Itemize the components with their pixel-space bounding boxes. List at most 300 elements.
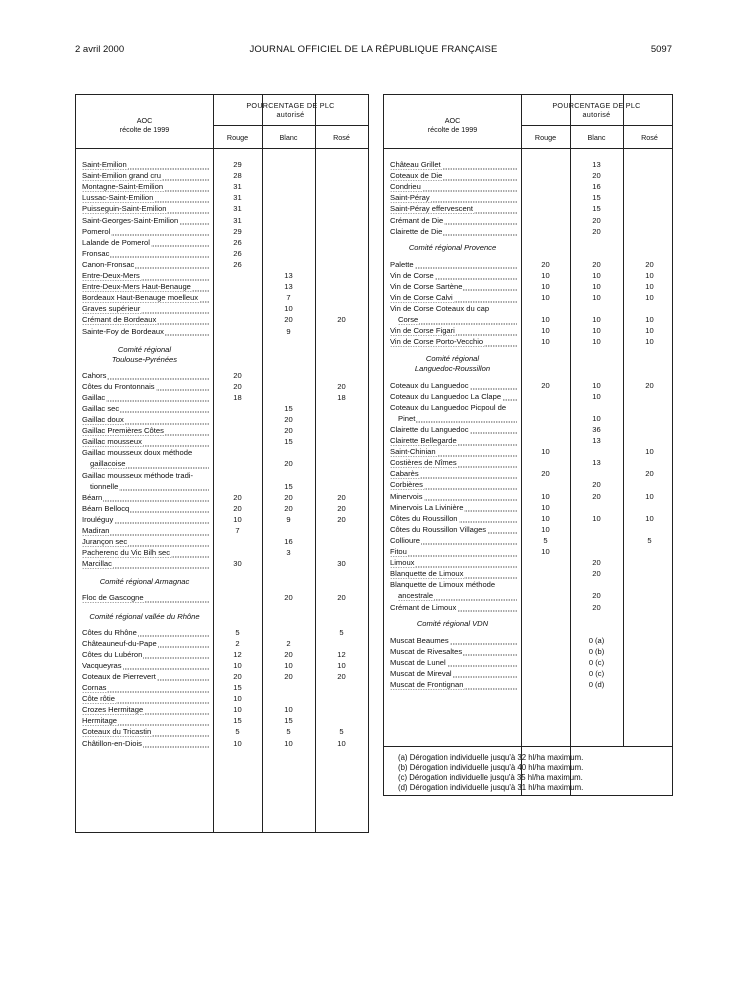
appellation-name: Puisseguin-Saint-Emilion [82, 203, 209, 214]
value-rouge: 10 [541, 293, 550, 302]
value-blanc: 10 [592, 281, 601, 291]
appellation-name: Blanquette de Limoux méthode [390, 580, 496, 590]
value-blanc: 20 [592, 259, 601, 269]
value-rose: 5 [647, 535, 652, 545]
table-row [76, 248, 368, 259]
value-rose: 10 [337, 738, 346, 748]
appellation-name: Châtillon-en-Diois [82, 738, 209, 749]
value-rouge: 10 [541, 315, 550, 325]
value-blanc: 13 [592, 436, 601, 445]
table-row [384, 491, 672, 502]
value-rose: 5 [339, 727, 344, 737]
appellation-name: Cahors [82, 370, 209, 381]
value-blanc: 13 [284, 271, 293, 280]
appellation-name: Saint-Emilion grand cru [82, 170, 209, 181]
table-row [76, 381, 368, 392]
header-pct [521, 101, 672, 119]
value-blanc: 9 [286, 514, 291, 524]
appellation-name: Saint-Georges-Saint-Emilion [82, 215, 209, 226]
appellation-name: Limoux [390, 557, 517, 568]
section-heading-line: Comité régional VDN [416, 618, 489, 628]
header-recolte-label: récolte de 1999 [119, 125, 170, 134]
value-rose: 5 [339, 627, 344, 637]
appellation-name: Clairette Bellegarde [390, 435, 517, 446]
appellation-name: Crémant de Die [390, 215, 517, 226]
appellation-name: Gaillac mousseux doux méthode [82, 448, 193, 458]
value-rouge: 30 [233, 559, 242, 569]
value-rouge: 20 [541, 469, 550, 479]
value-rose: 10 [645, 315, 654, 325]
value-rouge: 10 [541, 326, 550, 336]
value-rose: 20 [337, 492, 346, 502]
appellation-name: Cornas [82, 682, 209, 693]
footnote: (c) Dérogation individuelle jusqu'à 35 hl/ha maximum. [398, 773, 583, 782]
value-rose: 12 [337, 649, 346, 659]
value-blanc: 20 [284, 503, 293, 513]
table-row [384, 215, 672, 226]
value-rose: 30 [337, 559, 346, 569]
appellation-name: Pomerol [82, 226, 209, 237]
table-row [76, 281, 368, 292]
table-row [384, 502, 672, 513]
appellation-name: Fitou [390, 546, 517, 557]
appellation-name: Vin de Corse Sartène [390, 281, 517, 292]
table-row [76, 547, 368, 558]
appellation-name: Saint-Chinian [390, 446, 517, 457]
appellation-name: Montagne-Saint-Emilion [82, 181, 209, 192]
table-row [76, 237, 368, 248]
appellation-name: Saint-Péray effervescent [390, 203, 517, 214]
value-rose: 20 [337, 514, 346, 524]
value-rouge: 20 [233, 381, 242, 391]
appellation-name: Coteaux de Pierrevert [82, 671, 209, 682]
appellation-name: Clairette de Die [390, 226, 517, 237]
header-pct-line1: POURCENTAGE DE PLC [552, 101, 641, 110]
appellation-name: Crémant de Limoux [390, 602, 517, 613]
value-rouge: 31 [233, 204, 242, 214]
appellation-name: Muscat de Lunel [390, 657, 517, 668]
appellation-name: Pacherenc du Vic Bilh sec [82, 547, 209, 558]
appellation-name: Entre-Deux-Mers [82, 270, 209, 281]
table-row [384, 325, 672, 336]
table-row [384, 192, 672, 203]
value-blanc: 10 [284, 304, 293, 314]
appellation-name: Béarn [82, 492, 209, 503]
value-rose: 20 [645, 259, 654, 269]
value-blanc: 20 [284, 459, 293, 469]
appellation-name: Muscat de Mireval [390, 668, 517, 679]
header-aoc [76, 116, 213, 134]
value-blanc: 10 [592, 270, 601, 280]
value-rose: 10 [645, 337, 654, 347]
value-rose: 20 [337, 593, 346, 603]
appellation-name: Corbières [390, 479, 517, 490]
section-heading-line: Comité régional [425, 353, 480, 363]
table-row [384, 579, 672, 601]
table-row [76, 181, 368, 192]
table-row [384, 468, 672, 479]
appellation-name: Minervois [390, 491, 517, 502]
value-rose: 10 [645, 491, 654, 501]
appellation-name: Hermitage [82, 715, 209, 726]
value-rouge: 2 [235, 638, 240, 648]
table-row [384, 380, 672, 391]
value-blanc: 3 [286, 548, 291, 558]
appellation-name: Gaillac mousseux méthode tradi- [82, 470, 194, 480]
table-row [76, 592, 368, 603]
header-rouge: Rouge [226, 133, 249, 142]
value-rouge: 15 [233, 683, 242, 692]
table-row [76, 671, 368, 682]
table-row [76, 326, 368, 337]
appellation-name: Gaillac mousseux [82, 436, 209, 447]
value-blanc: 20 [284, 649, 293, 659]
value-blanc: 20 [284, 315, 293, 325]
value-rose: 10 [645, 513, 654, 523]
appellation-name: tionnelle [90, 481, 209, 492]
table-row [76, 649, 368, 660]
value-blanc: 20 [592, 480, 601, 490]
value-blanc: 15 [284, 716, 293, 726]
table-row [76, 259, 368, 270]
table-row [76, 715, 368, 726]
value-rouge: 10 [541, 447, 550, 457]
table-row [384, 203, 672, 214]
value-blanc: 13 [592, 458, 601, 468]
value-rouge: 31 [233, 182, 242, 192]
appellation-name: Clairette du Languedoc [390, 424, 517, 435]
header-rose: Rosé [333, 133, 350, 142]
value-rouge: 10 [541, 502, 550, 512]
value-rouge: 10 [541, 337, 550, 347]
value-blanc: 20 [284, 671, 293, 681]
value-blanc: 10 [592, 315, 601, 325]
table-row [76, 403, 368, 414]
table-row [384, 568, 672, 579]
value-rouge: 10 [233, 705, 242, 715]
appellation-name: Château Grillet [390, 159, 517, 170]
appellation-name: Blanquette de Limoux [390, 568, 517, 579]
appellation-name: Côtes du Lubéron [82, 649, 209, 660]
section-heading-line: Comité régional Provence [408, 242, 497, 252]
value-blanc: 0 (a) [588, 635, 605, 645]
table-row [384, 270, 672, 281]
value-blanc: 15 [592, 204, 601, 214]
table-row [76, 682, 368, 693]
table-row [384, 557, 672, 568]
table-row [76, 414, 368, 425]
table-row [384, 170, 672, 181]
table-row [384, 259, 672, 270]
value-rouge: 5 [543, 535, 548, 545]
value-blanc: 20 [592, 591, 601, 601]
value-rose: 18 [337, 392, 346, 402]
value-rouge: 5 [235, 727, 240, 737]
table-row [384, 281, 672, 292]
table-row [76, 436, 368, 447]
value-rouge: 29 [233, 160, 242, 169]
section-heading-line: Comité régional Armagnac [99, 577, 190, 587]
value-blanc: 10 [592, 413, 601, 423]
table-row [76, 192, 368, 203]
header-pct-line2: autorisé [582, 110, 611, 119]
header-rose: Rosé [641, 133, 658, 142]
table-row [76, 159, 368, 170]
appellation-name: Coteaux du Tricastin [82, 726, 209, 737]
table-row [76, 660, 368, 671]
value-blanc: 16 [592, 182, 601, 192]
appellation-name: Gaillac sec [82, 403, 209, 414]
appellation-name: Crozes Hermitage [82, 704, 209, 715]
table-row [384, 424, 672, 435]
header-rouge: Rouge [534, 133, 557, 142]
table-row [76, 470, 368, 492]
section-heading-line: Languedoc-Roussillon [414, 363, 491, 373]
section-heading-line: Comité régional [117, 344, 172, 354]
appellation-name: Vin de Corse Porto-Vecchio [390, 336, 517, 347]
table-row [384, 546, 672, 557]
table-row [384, 668, 672, 679]
value-rouge: 5 [235, 627, 240, 637]
appellation-name: Sainte-Foy de Bordeaux [82, 326, 209, 337]
value-rouge: 10 [233, 660, 242, 670]
table-row [76, 447, 368, 469]
table-row [76, 203, 368, 214]
table-row [76, 693, 368, 704]
value-rouge: 18 [233, 392, 242, 402]
plc-table-right [383, 94, 673, 796]
value-blanc: 13 [592, 160, 601, 169]
plc-table-left [75, 94, 369, 833]
appellation-name: Saint-Emilion [82, 159, 209, 170]
value-blanc: 20 [284, 593, 293, 603]
section-heading [384, 243, 521, 253]
table-row [76, 314, 368, 325]
appellation-name: Bordeaux Haut-Benauge moelleux [82, 292, 209, 303]
appellation-name: Entre-Deux-Mers Haut-Benauge [82, 281, 209, 292]
value-rouge: 10 [233, 514, 242, 524]
value-rouge: 20 [541, 259, 550, 269]
header-aoc-label: AOC [444, 116, 461, 125]
value-rose: 20 [337, 671, 346, 681]
appellation-name: Collioure [390, 535, 517, 546]
appellation-name: Gaillac doux [82, 414, 209, 425]
value-rose: 10 [645, 270, 654, 280]
value-blanc: 20 [592, 215, 601, 225]
value-rouge: 10 [541, 513, 550, 523]
appellation-name: Coteaux du Languedoc La Clape [390, 391, 517, 402]
header-pct [213, 101, 368, 119]
appellation-name: Coteaux du Languedoc [390, 380, 517, 391]
value-rose: 10 [645, 326, 654, 336]
appellation-name: Canon-Fronsac [82, 259, 209, 270]
table-row [76, 638, 368, 649]
value-blanc: 7 [286, 293, 291, 303]
value-blanc: 20 [592, 602, 601, 612]
value-rouge: 28 [233, 171, 242, 181]
appellation-name: Pinet [398, 413, 517, 424]
appellation-name: Coteaux du Languedoc Picpoul de [390, 402, 507, 412]
value-rose: 10 [337, 660, 346, 670]
value-rouge: 10 [233, 738, 242, 748]
value-blanc: 20 [592, 569, 601, 579]
value-rouge: 15 [233, 716, 242, 726]
appellation-name: Costières de Nîmes [390, 457, 517, 468]
table-row [76, 303, 368, 314]
appellation-name: Vin de Corse Coteaux du cap [390, 304, 490, 314]
value-blanc: 10 [592, 326, 601, 336]
value-rouge: 31 [233, 193, 242, 203]
appellation-name: Muscat Beaumes [390, 635, 517, 646]
table-row [76, 292, 368, 303]
value-rose: 10 [645, 281, 654, 291]
appellation-name: Muscat de Frontignan [390, 679, 517, 690]
table-row [76, 425, 368, 436]
table-row [384, 513, 672, 524]
appellation-name: Fronsac [82, 248, 209, 259]
footnote: (a) Dérogation individuelle jusqu'à 32 hl/ha maximum. [398, 753, 584, 762]
appellation-name: Jurançon sec [82, 536, 209, 547]
table-row [76, 215, 368, 226]
table-row [384, 524, 672, 535]
appellation-name: Coteaux de Die [390, 170, 517, 181]
value-rouge: 20 [233, 671, 242, 681]
table-row [76, 270, 368, 281]
table-row [76, 503, 368, 514]
value-blanc: 20 [592, 171, 601, 181]
value-rouge: 20 [233, 370, 242, 380]
appellation-name: Côte rôtie [82, 693, 209, 704]
header-date: 2 avril 2000 [75, 44, 125, 55]
value-rouge: 10 [541, 270, 550, 280]
appellation-name: Châteauneuf-du-Pape [82, 638, 209, 649]
appellation-name: Côtes du Rhône [82, 627, 209, 638]
appellation-name: Marcillac [82, 558, 209, 569]
section-heading-line: Toulouse-Pyrénées [111, 354, 178, 364]
value-blanc: 10 [592, 337, 601, 347]
value-rouge: 10 [541, 491, 550, 501]
table-row [384, 391, 672, 402]
value-blanc: 10 [284, 738, 293, 748]
table-row [384, 446, 672, 457]
section-heading [76, 612, 213, 622]
value-rose: 20 [337, 315, 346, 325]
appellation-name: Vin de Corse Figari [390, 325, 517, 336]
header-recolte-label: récolte de 1999 [427, 125, 478, 134]
value-blanc: 9 [286, 326, 291, 336]
appellation-name: gaillacoise [90, 458, 209, 469]
value-blanc: 36 [592, 424, 601, 434]
appellation-name: Vacqueyras [82, 660, 209, 671]
table-row [76, 170, 368, 181]
appellation-name: Madiran [82, 525, 209, 536]
value-blanc: 5 [286, 727, 291, 737]
value-rose: 20 [645, 469, 654, 479]
table-row [384, 159, 672, 170]
value-blanc: 20 [592, 226, 601, 236]
value-rouge: 10 [541, 281, 550, 291]
appellation-name: Corse [398, 314, 517, 325]
value-blanc: 10 [284, 705, 293, 715]
header-pct-line2: autorisé [276, 110, 305, 119]
table-row [76, 226, 368, 237]
appellation-name: Vin de Corse [390, 270, 517, 281]
value-rouge: 12 [233, 649, 242, 659]
value-blanc: 0 (d) [588, 680, 605, 689]
value-blanc: 20 [592, 558, 601, 568]
header-pct-line1: POURCENTAGE DE PLC [246, 101, 335, 110]
value-blanc: 13 [284, 282, 293, 292]
value-rouge: 7 [235, 526, 240, 535]
value-blanc: 2 [286, 638, 291, 648]
value-blanc: 10 [592, 293, 601, 302]
appellation-name: Saint-Péray [390, 192, 517, 203]
value-blanc: 0 (c) [588, 668, 605, 678]
value-rouge: 26 [233, 237, 242, 247]
value-blanc: 20 [284, 492, 293, 502]
appellation-name: Irouléguy [82, 514, 209, 525]
appellation-name: Côtes du Roussillon Villages [390, 524, 517, 535]
value-rose: 20 [337, 503, 346, 513]
value-rose: 20 [645, 380, 654, 390]
table-row [384, 535, 672, 546]
table-row [384, 181, 672, 192]
value-blanc: 0 (c) [588, 657, 605, 667]
value-rouge: 20 [233, 503, 242, 513]
table-row [76, 627, 368, 638]
appellation-name: Béarn Bellocq [82, 503, 209, 514]
section-heading-line: Comité régional vallée du Rhône [89, 611, 200, 621]
appellation-name: Gaillac Premières Côtes [82, 425, 209, 436]
value-rose: 20 [337, 381, 346, 391]
value-blanc: 10 [592, 391, 601, 401]
value-rouge: 20 [233, 492, 242, 502]
table-row [384, 402, 672, 424]
value-rouge: 31 [233, 215, 242, 225]
header-blanc: Blanc [587, 133, 606, 142]
value-blanc: 15 [592, 193, 601, 203]
value-rouge: 26 [233, 259, 242, 269]
table-row [384, 679, 672, 690]
table-row [76, 370, 368, 381]
value-blanc: 15 [284, 437, 293, 447]
table-row [384, 336, 672, 347]
table-row [384, 479, 672, 490]
appellation-name: Palette [390, 259, 517, 270]
section-heading [76, 345, 213, 365]
table-row [76, 738, 368, 749]
value-blanc: 10 [592, 513, 601, 523]
header-blanc: Blanc [279, 133, 298, 142]
appellation-name: Graves supérieur [82, 303, 209, 314]
appellation-name: Crémant de Bordeaux [82, 314, 209, 325]
value-blanc: 16 [284, 537, 293, 547]
appellation-name: Muscat de Rivesaltes [390, 646, 517, 657]
header-aoc-label: AOC [136, 116, 153, 125]
value-blanc: 0 (b) [588, 646, 605, 656]
section-heading [76, 577, 213, 587]
value-blanc: 10 [592, 380, 601, 390]
table-row [76, 492, 368, 503]
header-journal-title: JOURNAL OFFICIEL DE LA RÉPUBLIQUE FRANÇAISE [249, 44, 498, 55]
value-rouge: 10 [541, 547, 550, 556]
value-rose: 10 [645, 293, 654, 302]
table-row [76, 536, 368, 547]
table-row [384, 292, 672, 303]
value-blanc: 15 [284, 481, 293, 491]
table-row [384, 435, 672, 446]
value-rouge: 10 [233, 694, 242, 704]
